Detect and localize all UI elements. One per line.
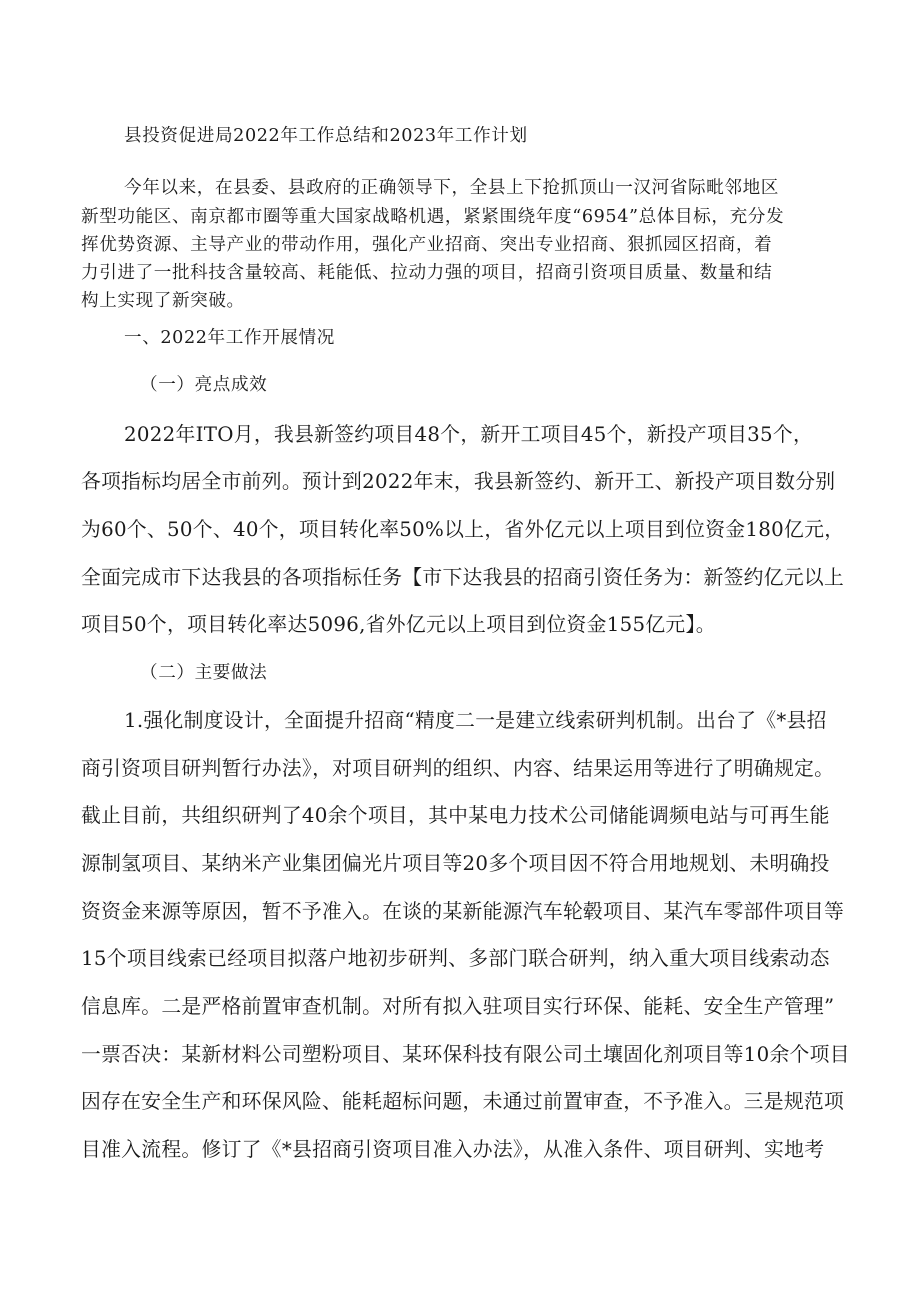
practices-line: 目准入流程。修订了《*县招商引资项目准入办法》，从准入条件、项目研判、实地考 xyxy=(81,1138,825,1161)
intro-line: 力引进了一批科技含量较高、耗能低、拉动力强的项目，招商引资项目质量、数量和结 xyxy=(81,263,773,283)
practices-line: 因存在安全生产和环保风险、能耗超标问题，未通过前置审查，不予准入。三是规范项 xyxy=(81,1090,845,1113)
document-title: 县投资促进局2022年工作总结和2023年工作计划 xyxy=(124,126,528,146)
practices-line: 信息库。二是严格前置审查机制。对所有拟入驻项目实行环保、能耗、安全生产管理” xyxy=(81,995,835,1018)
highlights-line: 全面完成市下达我县的各项指标任务【市下达我县的招商引资任务为：新签约亿元以上 xyxy=(81,566,845,589)
highlights-line: 各项指标均居全市前列。预计到2022年末，我县新签约、新开工、新投产项目数分别 xyxy=(81,470,836,493)
subsection-heading-highlights: （一）亮点成效 xyxy=(140,375,268,395)
practices-line: 1.强化制度设计，全面提升招商“精度二一是建立线索研判机制。出台了《*县招 xyxy=(124,709,827,732)
practices-line: 源制氢项目、某纳米产业集团偏光片项目等20多个项目因不符合用地规划、未明确投 xyxy=(81,852,830,875)
highlights-line: 项目50个，项目转化率达5096,省外亿元以上项目到位资金155亿元】。 xyxy=(81,613,716,636)
highlights-line: 2022年ITO月，我县新签约项目48个，新开工项目45个，新投产项目35个， xyxy=(124,423,814,446)
intro-line: 挥优势资源、主导产业的带动作用，强化产业招商、突出专业招商、狠抓园区招商，着 xyxy=(81,235,773,255)
practices-line: 商引资项目研判暂行办法》，对项目研判的组织、内容、结果运用等进行了明确规定。 xyxy=(81,757,835,780)
intro-line: 今年以来，在县委、县政府的正确领导下，全县上下抢抓顶山一汉河省际毗邻地区 xyxy=(124,178,779,198)
practices-line: 截止目前，共组织研判了40余个项目，其中某电力技术公司储能调频电站与可再生能 xyxy=(81,804,830,827)
subsection-heading-practices: （二）主要做法 xyxy=(140,663,268,683)
highlights-line: 为60个、50个、40个，项目转化率50%以上，省外亿元以上项目到位资金180亿元， xyxy=(81,518,845,541)
practices-line: 一票否决：某新材料公司塑粉项目、某环保科技有限公司土壤固化剂项目等10余个项目 xyxy=(81,1043,850,1066)
section-heading: 一、2022年工作开展情况 xyxy=(124,328,335,348)
intro-line: 新型功能区、南京都市圈等重大国家战略机遇，紧紧围绕年度“6954”总体目标，充分发 xyxy=(81,207,785,227)
intro-line: 构上实现了新突破。 xyxy=(81,291,245,311)
practices-line: 15个项目线索已经项目拟落户地初步研判、多部门联合研判，纳入重大项目线索动态 xyxy=(81,947,830,970)
practices-line: 资资金来源等原因，暂不予准入。在谈的某新能源汽车轮毂项目、某汽车零部件项目等 xyxy=(81,900,845,923)
